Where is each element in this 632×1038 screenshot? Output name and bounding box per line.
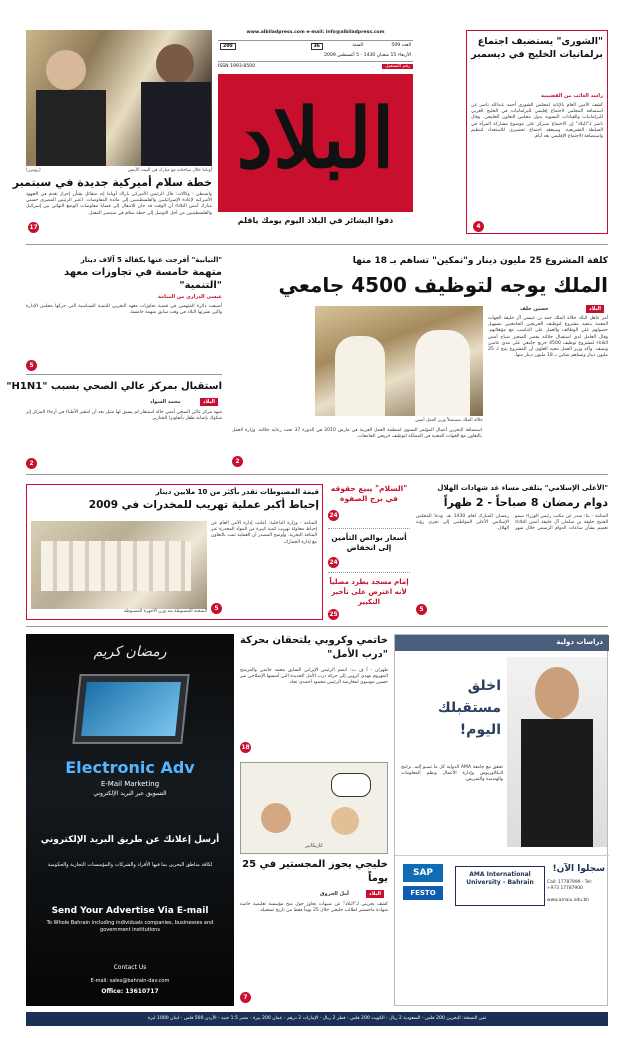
ad-phone: Call: 17787999 - Tel: +973 17787900 — [547, 880, 593, 891]
main-author: حسين خلف — [520, 306, 549, 312]
main-body-right: أمر عاهل البلاد جلالة الملك حمد بن عيسى آل خليفة الجهات المعنية بتنفيذ مشروع لتوظيف الخريجين الجامعيين بتسهيل حصولهم على الوظائف والعمل على التناسب مع مؤهلاتهم. وقال العامل لدى استقبال جلالته بقصر الصخير صباح أمس الثلاثاء لمشروع توظيف 4500 خريج جامعي على مدى عامين ونصف. وأكد وزير العمل مجيد العلوي أن المشروع يتيح لـ 25 مليون دينار وتساهم تمكين بـ 18 مليون دينار منها. — [488, 316, 608, 359]
grad-suit — [521, 719, 593, 847]
photo-caption — [26, 168, 212, 173]
ad-logo-row — [395, 855, 609, 935]
logo-block — [218, 74, 413, 212]
drugs-body: المنامة - وزارة الداخلية: أعلنت إدارة الأمن العام عن إحباط محاولة تهريب كمية كبيرة من المواد المخدرة عبر المنافذ البحرية. وأوضح المصدر أن العملية تمت بالتعاون مع إدارة الجمارك. — [211, 521, 317, 545]
masthead-info-row — [218, 40, 413, 62]
shura-author: راشد الغائب من القضيبية — [541, 93, 603, 99]
drugs-box — [26, 484, 323, 620]
page-ref-badge[interactable]: 18 — [241, 744, 250, 751]
khatami-headline[interactable]: خاتمي وكروبي يلتحقان بحركة "درب الأمل" — [240, 635, 388, 660]
page-ref-badge[interactable]: 2 — [232, 456, 243, 467]
ad-ar-big: أرسل إعلانك عن طريق البريد الإلكتروني — [40, 835, 220, 845]
logo-text[interactable]: البلاد — [236, 91, 395, 187]
obama-mubarak-photo — [26, 30, 212, 166]
site-line[interactable]: www.albiladpress.com e-mail: info@albiladpress.com — [246, 30, 385, 35]
nyabiya-headline[interactable]: متهمة خامسة في تجاوزات معهد "التنمية" — [63, 267, 222, 291]
register-cta: سجلوا الآن! — [552, 864, 605, 874]
cartoon-face-1 — [261, 803, 291, 833]
h1n1-body: شهد مركز عالي الصحي أمس حالة استنفار لم يسبق لها مثيل بعد أن انتشر الأطباء في أرجاء المركز إثر شكوك بإصابة طفل بأنفلونزا الخنازير. — [26, 410, 222, 422]
master-body: كشف بحريني لـ"البلاد" عن شبهات تجاوز حول منح مؤسسة تعليمية خاصة شهادة ماجستير لطالب خليجي خلال 25 يوماً فقط من تاريخ تسجيله. — [240, 902, 388, 914]
king-meeting-photo — [315, 306, 483, 416]
figure-left — [335, 336, 385, 416]
teaser-text: "السلام" يبيع حقوقه في برج الصفوة — [330, 484, 408, 503]
ramadan-body: المنامة - بنا: صدر عن مكتب رئيس الوزراء سمو الشيخ خليفة بن سلمان آل خليفة أمس الثلاثاء تعميم بشأن ساعات الدوام الرسمي خلال شهر رمضان المبارك لعام 1430 هـ. ودعا المجلس الإسلامي الأعلى المواطنين إلى تحري رؤية الهلال. — [416, 514, 608, 532]
nyabiya-kicker: "النيابية" أفرجت عنها بكفالة 5 آلاف دينار — [80, 256, 222, 264]
h1n1-author: محمد السواد — [150, 399, 181, 405]
page-ref-badge[interactable]: 24 — [329, 512, 338, 519]
shura-box — [466, 30, 608, 234]
nyabiya-author: عيسى الدرازي من المنامة — [158, 294, 222, 300]
teaser-3[interactable] — [328, 572, 410, 620]
drugs-caption: الشحنة المضبوطة بعد وزن الأجهزة المضبوطة — [124, 609, 207, 614]
caption-text: أوباما خلال مباحثاته مع مبارك في البيت الأبيض — [127, 168, 212, 173]
divider — [26, 474, 608, 475]
grad-face — [535, 667, 579, 719]
main-body-left: استضافة البحرين أعمال المؤتمر السنوي لمنظمة العمل العربية في مارس 2010 في الدورة 37 تحت رعاية جلالته. وزارة العمل بالتعاون مع الجهات المعنية في المملكة لتوظيف خريجي الجامعات. — [232, 428, 483, 440]
ad-script: رمضان كريم — [93, 644, 167, 660]
top-left-body: واشنطن - وكالات: قال الرئيس الأميركي باراك أوباما إنه متفائل بشأن إحراز تقدم في الجهود الأميركية لإعادة الإسرائيليين والفلسطينيين إلى مائدة المفاوضات. اعتبر الرئيس المصري حسني مبارك أمس الثلاثاء أن الوقت قد حان للانتقال إلى قضايا مفاوضات الوضع النهائي بين إسرائيل والفلسطينيين من أجل التوصل إلى خطة سلام في سبتمبر المقبل. — [26, 192, 212, 216]
teaser-1[interactable] — [328, 484, 410, 524]
ad-contact: Contact Us — [113, 964, 147, 971]
festo-logo: FESTO — [403, 886, 443, 900]
ad-en-small: To Whole Bahrain including individuals companies, businesses and government institutions — [46, 920, 214, 933]
top-left-headline[interactable]: خطة سلام أميركية جديدة في سبتمبر — [12, 176, 212, 189]
divider — [26, 244, 608, 245]
packages — [41, 541, 191, 591]
electronic-adv-ad[interactable] — [26, 634, 234, 1006]
ad-office: Office: 13610717 — [101, 988, 159, 995]
nyabiya-body: أضيفت دائرة المتهمين في قضية تجاوزات معهد البحرين للتنمية السياسية التي حركها مجلس الإدارة والتي نشرتها البلاد في وقت سابق متهمة خامسة. — [26, 304, 222, 316]
ad-web[interactable]: www.amaiu.edu.bh — [547, 898, 590, 903]
issue-number: العدد 509 — [391, 43, 411, 48]
main-kicker: كلفة المشروع 25 مليون دينار و"تمكين" تساهم بـ 18 منها — [352, 256, 608, 266]
ad-body: تحقق مع جامعة AMA الدولية كل ما تصبو إليه. برامج البكالوريوس وإدارة الأعمال ونظم المعلومات والهندسة والتمريض. — [401, 765, 503, 783]
page-ref-badge[interactable]: 2 — [26, 458, 37, 469]
h1n1-headline[interactable]: استقبال بمركز عالي الصحي بسبب "H1N1" — [6, 381, 222, 392]
drugs-kicker: قيمة المضبوطات تقدر بأكثر من 10 ملايين دينار — [155, 488, 319, 496]
ad-banner: دراسات دولية — [395, 635, 609, 651]
drugs-headline[interactable]: إحباط أكبر عملية تهريب للمخدرات في 2009 — [88, 499, 319, 511]
teaser-text: أسعار بوالص التأمين إلى انخفاض — [331, 533, 407, 552]
laptop-screen — [81, 682, 181, 736]
ad-email[interactable]: E-mail: sales@bahrain-dav.com — [90, 978, 170, 984]
page-ref-badge[interactable]: 5 — [416, 604, 427, 615]
issue-year: السنة — [352, 43, 363, 48]
drugs-photo — [31, 521, 207, 609]
graduate-photo — [507, 657, 607, 847]
shura-headline[interactable]: "الشورى" يستضيف اجتماع برلمانيات الخليج في ديسمبر — [471, 36, 603, 60]
ama-ad[interactable] — [394, 634, 608, 1006]
teasers — [328, 484, 410, 620]
ad-sub-ar: التسويق عبر البريد الإلكتروني — [93, 790, 167, 797]
ramadan-kicker: "الأعلى الإسلامي" يتلقى مساء غد شهادات الهلال — [437, 484, 608, 492]
page-ref-badge[interactable]: 7 — [240, 992, 251, 1003]
masthead — [218, 30, 413, 236]
ad-title: Electronic Adv — [65, 758, 195, 777]
ad-en-big: Send Your Advertise Via E-mail — [51, 906, 209, 916]
page-ref-badge[interactable]: 5 — [211, 603, 222, 614]
ad-headline: اخلق مستقبلك اليوم! — [437, 678, 501, 738]
footer-price-bar: ثمن النسخة: البحرين 200 فلس - السعودية 2 ريال - الكويت 200 فلس - قطر 2 ريال - الإمارات 2 درهم - عمان 200 بيزة - مصر 1.5 جنيه - الأردن 500 فلس - لبنان 1000 ليرة — [26, 1012, 608, 1026]
cpr-label: رقم التسجيل — [382, 64, 413, 69]
ama-logo: AMA International University - Bahrain — [455, 866, 545, 906]
master-author: أمل الحروق — [320, 891, 349, 897]
face-right — [156, 44, 194, 84]
teaser-text: إمام مسجد يطرد مصلياً لأنه اعترض على تأخير التكبير — [329, 578, 409, 606]
divider — [26, 626, 608, 627]
caption-credit: (رويترز) — [26, 168, 41, 173]
issue-date: الأربعاء 15 شعبان 1430 - 5 أغسطس 2009 — [324, 53, 411, 58]
price-box: 200 — [220, 43, 236, 50]
issn: ISSN 1993-8500 — [218, 64, 256, 69]
cartoon — [240, 762, 388, 854]
page-ref-badge[interactable]: 25 — [329, 611, 338, 618]
main-tag: البلاد — [586, 305, 604, 313]
sap-logo: SAP — [403, 864, 443, 882]
main-headline[interactable]: الملك يوجه لتوظيف 4500 جامعي — [278, 273, 608, 297]
speech-bubble — [331, 773, 371, 797]
cartoon-face-2 — [331, 807, 359, 835]
master-headline[interactable]: خليجي يحوز المجستير في 25 يوماً — [242, 859, 388, 884]
figure-right — [415, 330, 470, 416]
ad-ar-small: لكافة مناطق البحرين بما فيها الأفراد والشركات والمؤسسات التجارية والحكومية — [47, 862, 213, 868]
laptop-graphic — [72, 674, 189, 744]
khatami-body: طهران - أ ف ب: انضم الرئيس الإيراني السابق محمد خاتمي والمرشح المهزوم مهدي كروبي إلى حركة درب الأمل الجديدة التي أسسها الإصلاحي مير حسين موسوي لمعارضة الرئيس محمود أحمدي نجاد. — [240, 668, 388, 686]
slogan: دقوا البشائر في البلاد اليوم يومك ياقلم — [237, 216, 394, 225]
divider — [26, 374, 222, 375]
page-ref-badge[interactable]: 4 — [473, 221, 484, 232]
cartoon-caption: كاريكاتير — [305, 843, 323, 849]
main-photo-caption: جلالة الملك مستقبلاً وزير العمل أمس — [415, 418, 483, 423]
shura-body: كشف الأمين العام بالإنابة لمجلس الشورى أحمد عبدالله ناصر عن استضافة المجلس لاجتماع إقليمي للبرلمانيات في الخليج العربي للبرلمانيات والقيادات النسوية بدول مجلس التعاون الخليجي. وقال ناصر لـ"البلاد" إن الاجتماع سيركز على موضوع مشاركة المرأة في السلطة التشريعية. وسيعقد اجتماع تحضيري للاستعداد لتنظيم واستضافة الاجتماع الإقليمي بعد أيام. — [471, 103, 603, 140]
teaser-2[interactable] — [328, 528, 410, 568]
issue-num-box: 36 — [311, 43, 323, 50]
ramadan-headline[interactable]: دوام رمضان 8 صباحاً - 2 ظهراً — [443, 496, 608, 509]
cpr-row — [218, 64, 413, 69]
suit-right — [141, 82, 211, 166]
master-tag: البلاد — [366, 890, 384, 898]
page-ref-badge[interactable]: 5 — [26, 360, 37, 371]
suit-left — [36, 90, 106, 166]
page-ref-badge[interactable]: 24 — [329, 559, 338, 566]
h1n1-tag: البلاد — [200, 398, 218, 406]
page-ref-badge[interactable]: 17 — [29, 224, 38, 231]
ad-sub: E-Mail Marketing — [100, 780, 160, 788]
face-left — [46, 50, 86, 90]
